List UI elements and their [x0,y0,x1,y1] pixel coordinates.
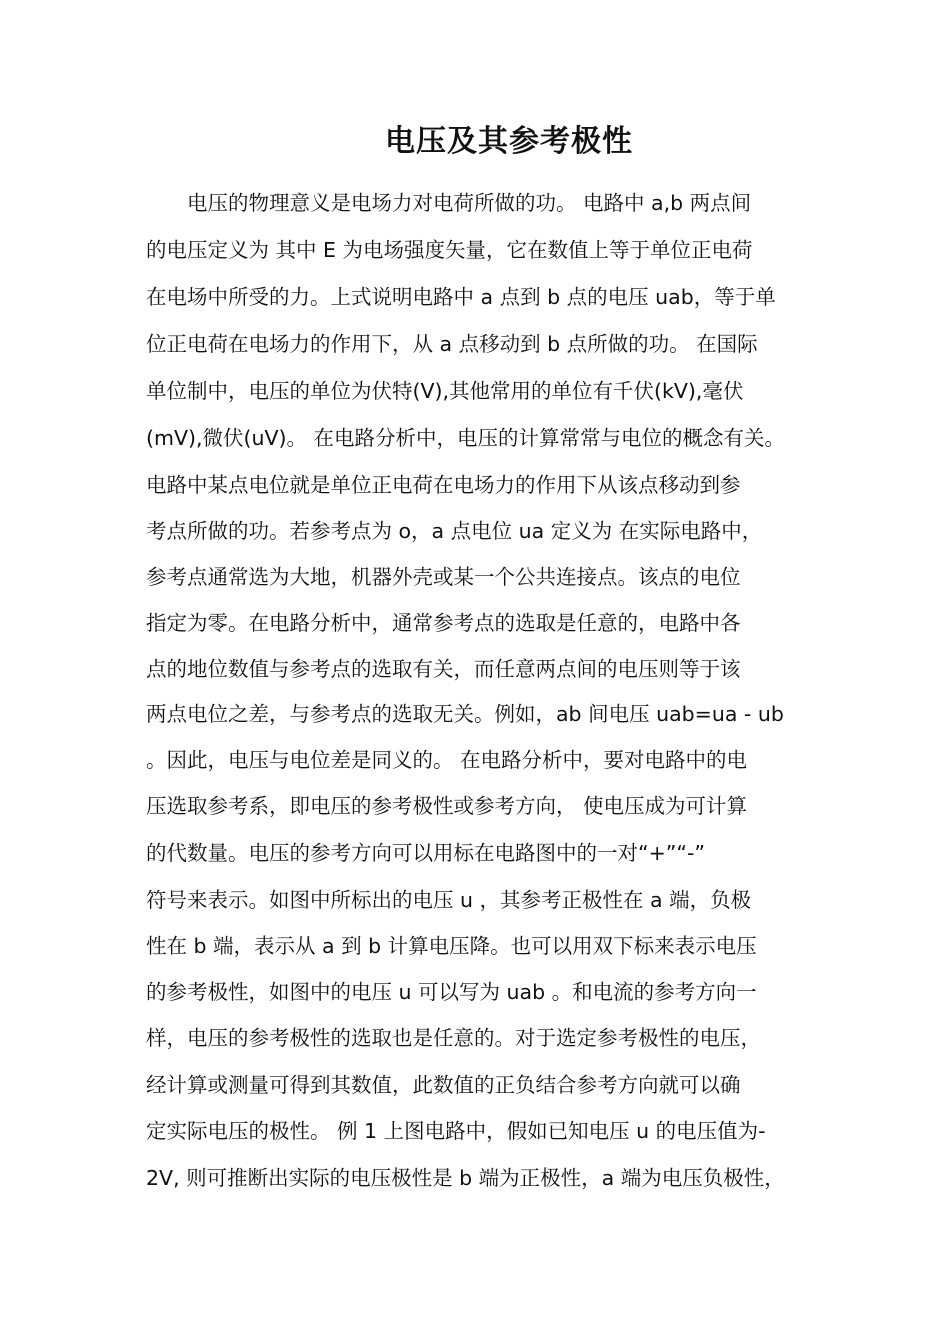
text-line: 定实际电压的极性。 例 1 上图电路中，假如已知电压 u 的电压值为- [146,1119,766,1143]
text-line: 的参考极性，如图中的电压 u 可以写为 uab 。和电流的参考方向一 [146,980,757,1004]
text-line: 的代数量。电压的参考方向可以用标在电路图中的一对“+”“-” [146,841,706,865]
text-line: (mV),微伏(uV)。 在电路分析中，电压的计算常常与电位的概念有关。 [146,426,786,450]
text-line: 点的地位数值与参考点的选取有关，而任意两点间的电压则等于该 [146,657,741,681]
text-line: 样，电压的参考极性的选取也是任意的。对于选定参考极性的电压， [146,1026,761,1050]
text-line: 符号来表示。如图中所标出的电压 u ，其参考正极性在 a 端，负极 [146,888,752,912]
text-line: 考点所做的功。若参考点为 o，a 点电位 ua 定义为 在实际电路中， [146,519,763,543]
text-line: 两点电位之差，与参考点的选取无关。例如，ab 间电压 uab=ua - ub [146,702,784,726]
text-line: 在电场中所受的力。上式说明电路中 a 点到 b 点的电压 uab，等于单 [146,285,776,309]
text-line: 电压的物理意义是电场力对电荷所做的功。 电路中 a,b 两点间 [146,191,752,215]
document-title: 电压及其参考极性 [385,124,633,159]
text-line: 的电压定义为 其中 E 为电场强度矢量，它在数值上等于单位正电荷 [146,238,753,262]
text-line: 经计算或测量可得到其数值，此数值的正负结合参考方向就可以确 [146,1073,741,1097]
text-line: 单位制中，电压的单位为伏特(V),其他常用的单位有千伏(kV),毫伏 [146,379,744,403]
text-line: 位正电荷在电场力的作用下，从 a 点移动到 b 点所做的功。 在国际 [146,332,758,356]
text-line: 性在 b 端，表示从 a 到 b 计算电压降。也可以用双下标来表示电压 [146,934,757,958]
text-line: 。因此，电压与电位差是同义的。 在电路分析中，要对电路中的电 [146,748,748,772]
text-line: 电路中某点电位就是单位正电荷在电场力的作用下从该点移动到参 [146,473,741,497]
text-line: 2V, 则可推断出实际的电压极性是 b 端为正极性，a 端为电压负极性， [146,1166,785,1190]
text-line: 参考点通常选为大地，机器外壳或某一个公共连接点。该点的电位 [146,565,741,589]
text-line: 指定为零。在电路分析中，通常参考点的选取是任意的，电路中各 [146,611,741,635]
text-line: 压选取参考系，即电压的参考极性或参考方向， 使电压成为可计算 [146,794,748,818]
